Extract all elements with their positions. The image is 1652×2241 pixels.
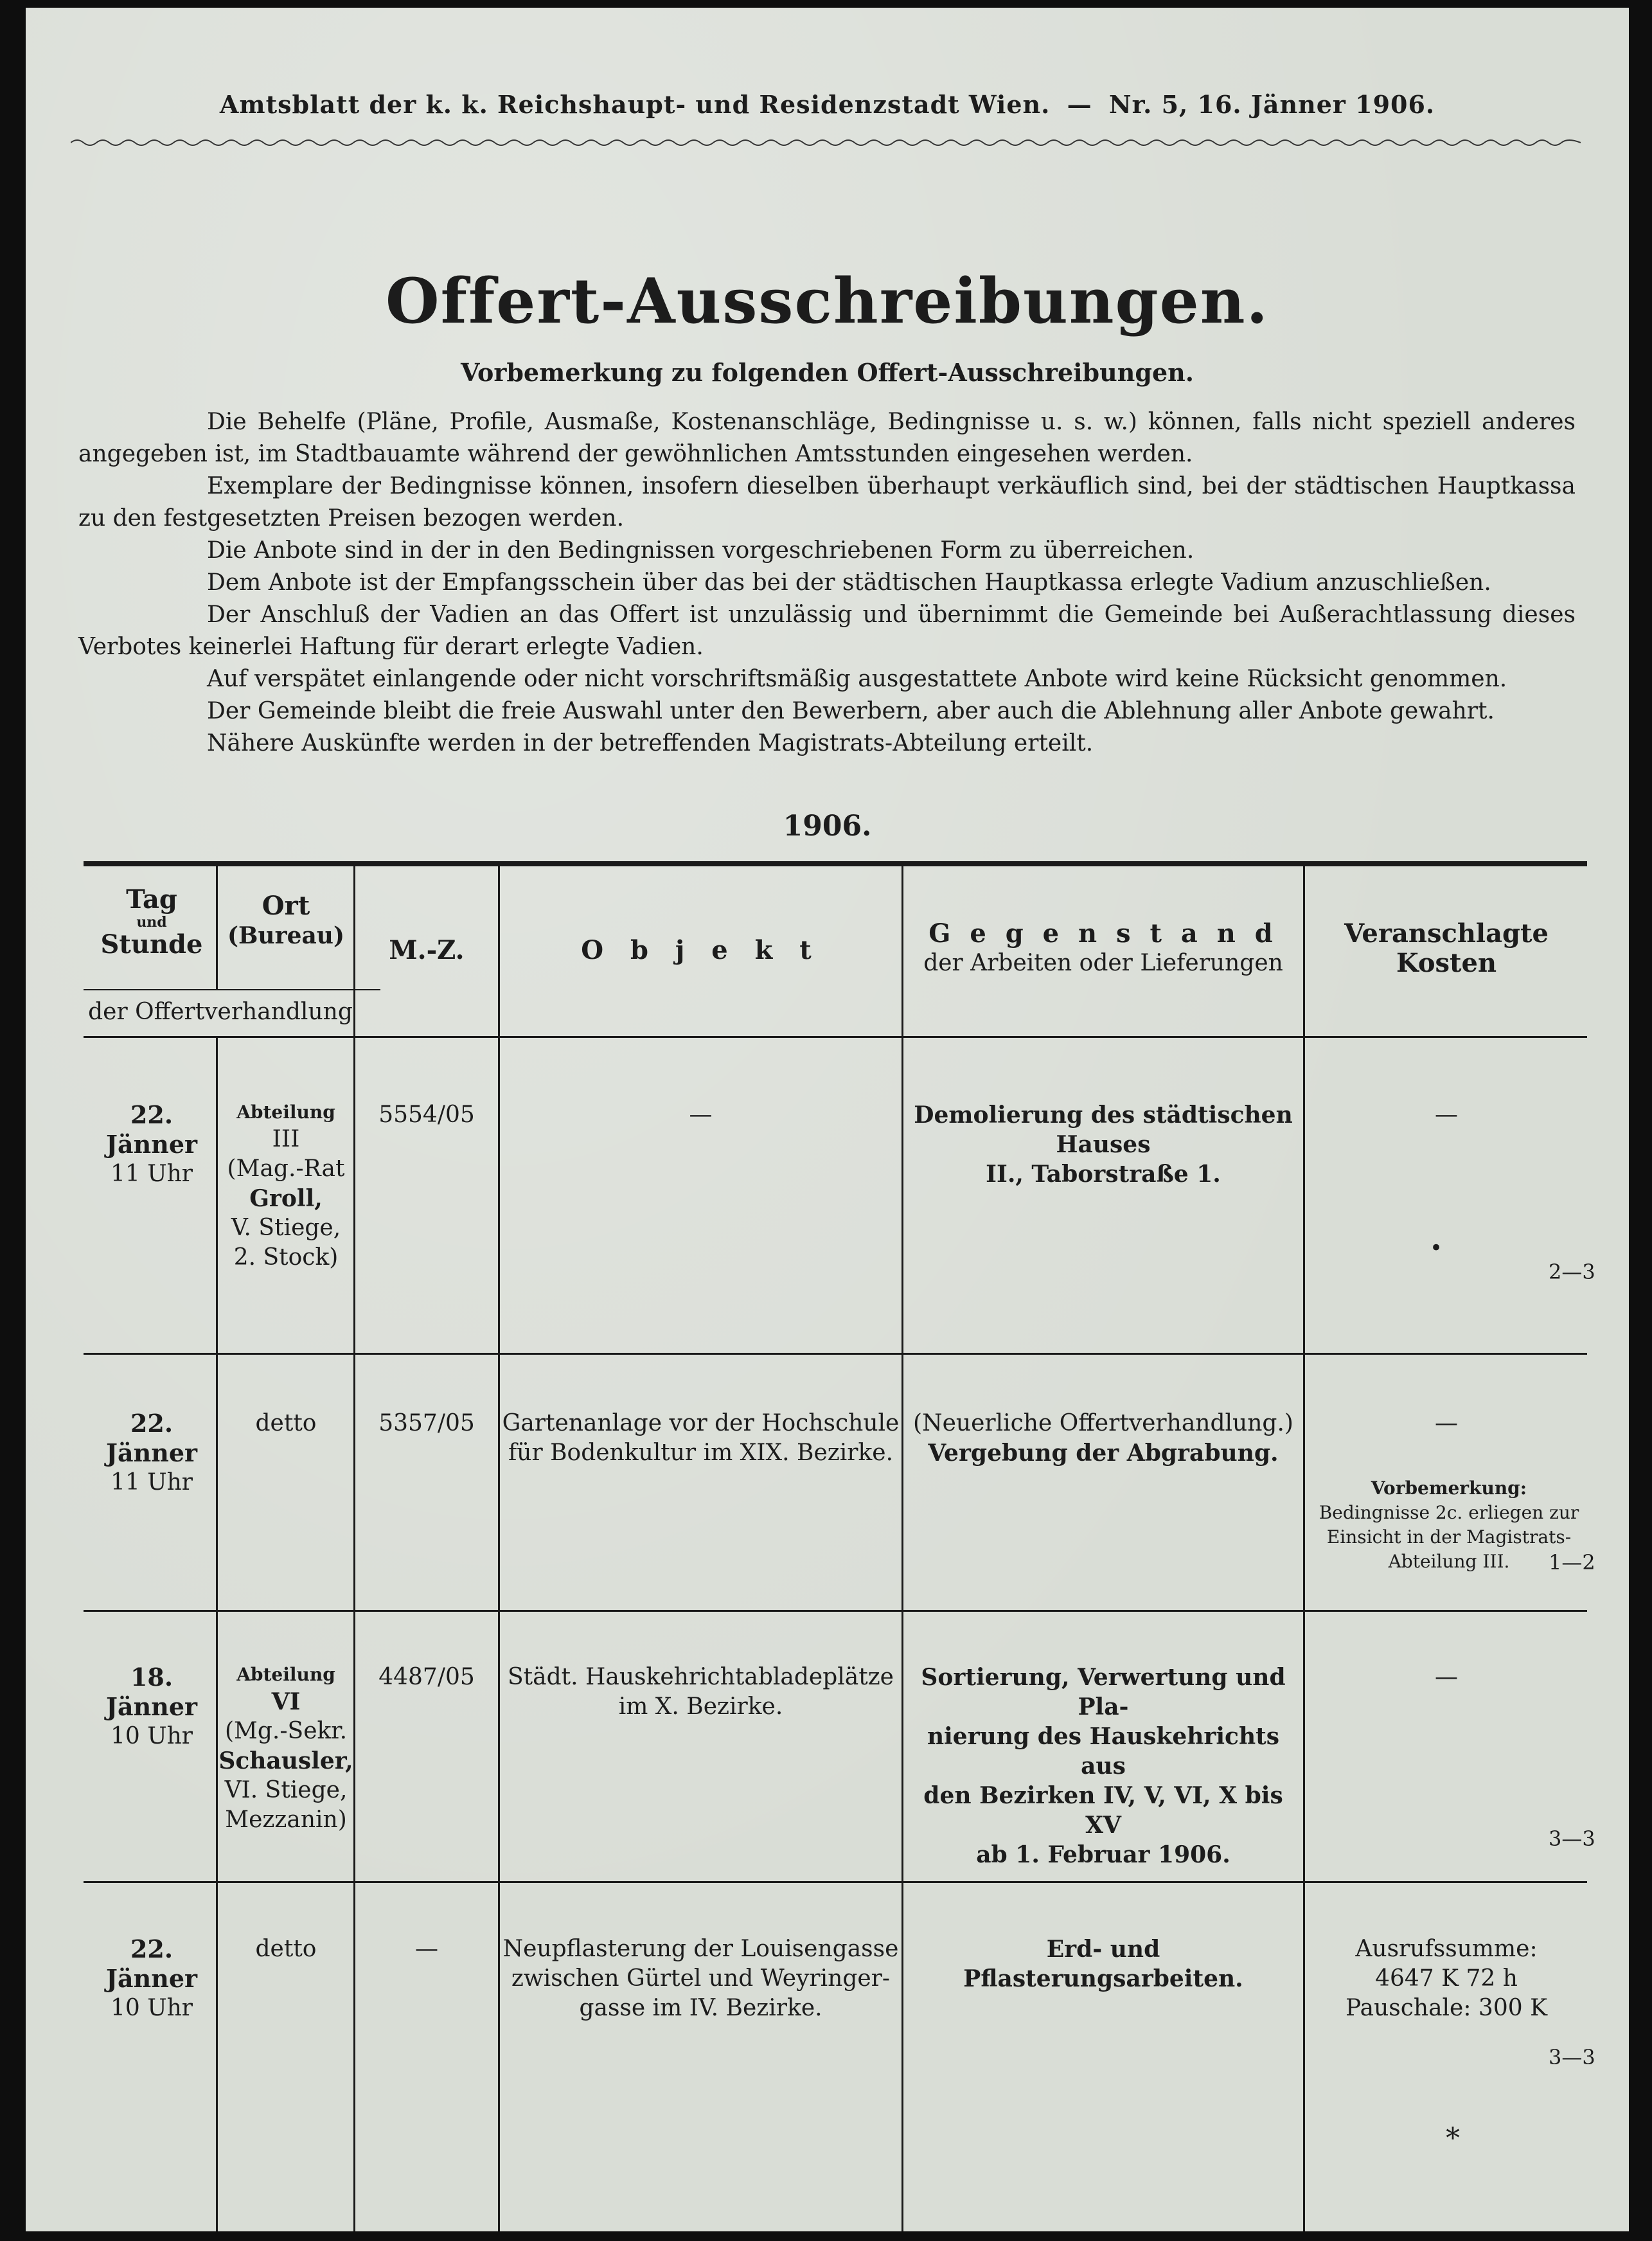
row1-gegenstand-line-1: II., Taborstraße 1. xyxy=(986,1161,1221,1188)
col-rule-1 xyxy=(216,866,218,990)
row2-note-line-2: Einsicht in der Magistrats- xyxy=(1326,1526,1572,1548)
row3-gegenstand xyxy=(903,1663,1303,1870)
row4-date-day: 22. Jänner xyxy=(105,1934,198,1993)
row3-ort-line-4: VI. Stiege, xyxy=(224,1777,348,1803)
row2-ort: detto xyxy=(255,1410,317,1436)
row3-gegenstand-line-1: nierung des Hauskehrichts aus xyxy=(927,1723,1280,1780)
row1-date-time: 11 Uhr xyxy=(111,1161,193,1187)
publication-name: Amtsblatt der k. k. Reichshaupt- und Residenzstadt Wien. xyxy=(219,90,1051,119)
row3-ort-line-3: Schausler, xyxy=(218,1747,353,1774)
row2-gegenstand-line-0: (Neuerliche Offertverhandlung.) xyxy=(913,1410,1293,1436)
row2-gegenstand-line-1: Vergebung der Abgrabung. xyxy=(928,1440,1279,1467)
year-heading: 1906. xyxy=(783,810,872,843)
row2-note-line-1: Bedingnisse 2c. erliegen zur xyxy=(1319,1502,1579,1523)
row1-ort-line-0: Abteilung xyxy=(236,1102,335,1123)
row3-kosten: — xyxy=(1435,1664,1458,1690)
row3-date xyxy=(87,1663,216,1751)
header-dash: — xyxy=(1067,90,1092,119)
row-rule-1 xyxy=(84,1353,1587,1355)
header-kosten-word-2: Kosten xyxy=(1396,948,1497,978)
row1-ort-line-2: (Mag.-Rat xyxy=(227,1156,345,1182)
paragraph-4: Dem Anbote ist der Empfangsschein über das bei der städtischen Hauptkassa erlegte Vadium anzuschließen. xyxy=(207,569,1491,596)
row4-kosten-line-0: Ausrufssumme: xyxy=(1355,1936,1538,1962)
row3-date-day: 18. Jänner xyxy=(105,1663,198,1721)
row1-ort-line-1: III xyxy=(272,1126,300,1152)
row2-objekt xyxy=(500,1409,901,1468)
paragraph-6: Auf verspätet einlangende oder nicht vorschriftsmäßig ausgestattete Anbote wird keine Rücksicht genommen. xyxy=(207,666,1507,692)
row3-date-time: 10 Uhr xyxy=(111,1723,193,1749)
row2-date-time: 11 Uhr xyxy=(111,1469,193,1495)
row-rule-3 xyxy=(84,1881,1587,1883)
row2-gegenstand xyxy=(903,1409,1303,1468)
row4-ort: detto xyxy=(255,1936,317,1962)
row3-objekt xyxy=(500,1663,901,1722)
row3-ort-line-5: Mezzanin) xyxy=(225,1807,347,1833)
header-tag-und: und xyxy=(136,914,167,931)
row1-ort-line-3: Groll, xyxy=(249,1185,323,1212)
header-objekt: O b j e k t xyxy=(581,935,821,965)
header-ort-bureau: (Bureau) xyxy=(227,922,345,949)
row4-date xyxy=(87,1934,216,2023)
row4-kosten-line-1: 4647 K 72 h xyxy=(1375,1965,1518,1992)
header-gegenstand-word: G e g e n s t a n d xyxy=(928,918,1278,949)
row-rule-2 xyxy=(84,1610,1587,1612)
paragraph-1: Die Behelfe (Pläne, Profile, Ausmaße, Kostenanschläge, Bedingnisse u. s. w.) können, falls nicht speziell anderes angegeben ist, im Stadtbauamte während der gewöhnlichen Amtsstunden eingesehen werden. xyxy=(78,409,1576,467)
header-gegenstand xyxy=(903,919,1303,978)
row2-kosten-note xyxy=(1311,1476,1587,1574)
row2-date-day: 22. Jänner xyxy=(105,1409,198,1467)
row1-dot: • xyxy=(1430,1235,1443,1261)
col-rule-3 xyxy=(498,866,500,2231)
row3-mz: 4487/05 xyxy=(378,1664,475,1690)
row3-ort-line-2: (Mg.-Sekr. xyxy=(224,1718,348,1744)
issue-info: Nr. 5, 16. Jänner 1906. xyxy=(1108,90,1435,119)
row2-note-line-3: Abteilung III. xyxy=(1388,1551,1510,1572)
row2-ref: 1—2 xyxy=(1549,1550,1595,1575)
header-kosten-word-1: Veranschlagte xyxy=(1344,918,1549,949)
row1-mz: 5554/05 xyxy=(378,1102,475,1128)
header-inner-rule xyxy=(84,989,380,990)
row1-gegenstand-line-0: Demolierung des städtischen Hauses xyxy=(914,1102,1293,1158)
row4-ref: 3—3 xyxy=(1549,2045,1595,2069)
col-rule-5 xyxy=(1303,866,1305,2231)
row3-gegenstand-line-3: ab 1. Februar 1906. xyxy=(976,1841,1230,1868)
row3-objekt-line-1: im X. Bezirke. xyxy=(618,1693,783,1720)
row4-objekt-line-1: zwischen Gürtel und Weyringer- xyxy=(511,1965,891,1992)
row4-objekt-line-2: gasse im IV. Bezirke. xyxy=(579,1995,822,2021)
row1-objekt: — xyxy=(689,1102,713,1128)
row1-gegenstand xyxy=(903,1100,1303,1189)
row3-ort xyxy=(218,1663,353,1835)
header-span: der Offertverhandlung xyxy=(88,999,353,1025)
header-gegenstand-sub: der Arbeiten oder Lieferungen xyxy=(923,950,1283,976)
row1-ort-line-5: 2. Stock) xyxy=(233,1244,339,1271)
col-rule-4 xyxy=(901,866,903,2231)
row4-objekt-line-0: Neupflasterung der Louisengasse xyxy=(502,1936,899,1962)
row1-ort xyxy=(218,1100,353,1272)
header-kosten xyxy=(1305,919,1588,978)
row4-kosten-line-2: Pauschale: 300 K xyxy=(1346,1995,1547,2021)
preliminary-note-heading: Vorbemerkung zu folgenden Offert-Ausschreibungen. xyxy=(461,358,1194,387)
row4-mz: — xyxy=(415,1936,438,1962)
header-tag-stunde: Stunde xyxy=(100,929,203,960)
row4-gegenstand: Erd- und Pflasterungsarbeiten. xyxy=(963,1936,1243,1992)
header-ort-word: Ort xyxy=(262,891,310,921)
row3-gegenstand-line-2: den Bezirken IV, V, VI, X bis XV xyxy=(923,1782,1283,1839)
row2-note-line-0: Vorbemerkung: xyxy=(1371,1478,1527,1499)
paragraph-2: Exemplare der Bedingnisse können, insofern dieselben überhaupt verkäuflich sind, bei der städtischen Hauptkassa zu den festgesetzten Preisen bezogen werden. xyxy=(78,473,1576,531)
row1-kosten: — xyxy=(1435,1102,1458,1128)
row2-kosten: — xyxy=(1435,1410,1458,1436)
row3-ort-line-0: Abteilung xyxy=(236,1664,335,1685)
row3-ort-line-1: VI xyxy=(271,1688,301,1715)
row1-date-day: 22. Jänner xyxy=(105,1100,198,1159)
row1-date xyxy=(87,1100,216,1189)
page-title: Offert-Ausschreibungen. xyxy=(386,265,1269,337)
paragraph-7: Der Gemeinde bleibt die freie Auswahl unter den Bewerbern, aber auch die Ablehnung aller Anbote gewahrt. xyxy=(207,698,1495,724)
row1-ref: 2—3 xyxy=(1549,1260,1595,1284)
header-tag xyxy=(87,885,216,960)
header-bottom-rule xyxy=(84,1036,1587,1038)
row2-date xyxy=(87,1409,216,1497)
row2-objekt-line-0: Gartenanlage vor der Hochschule xyxy=(502,1410,900,1436)
paragraph-3: Die Anbote sind in der in den Bedingnissen vorgeschriebenen Form zu überreichen. xyxy=(207,537,1195,564)
col-rule-1b xyxy=(216,1036,218,2231)
paragraph-5: Der Anschluß der Vadien an das Offert ist unzulässig und übernimmt die Gemeinde bei Außerachtlassung dieses Verbotes keinerlei Haftung für derart erlegte Vadien. xyxy=(78,602,1576,660)
row3-objekt-line-0: Städt. Hauskehrichtabladeplätze xyxy=(508,1664,894,1690)
offer-table xyxy=(26,8,1629,2231)
row2-mz: 5357/05 xyxy=(378,1410,475,1436)
paragraph-8: Nähere Auskünfte werden in der betreffenden Magistrats-Abteilung erteilt. xyxy=(207,730,1094,756)
col-rule-2 xyxy=(353,866,355,2231)
header-ort xyxy=(218,891,353,951)
row4-kosten xyxy=(1305,1934,1588,2023)
row1-ort-line-4: V. Stiege, xyxy=(231,1215,341,1241)
row4-date-time: 10 Uhr xyxy=(111,1995,193,2021)
row3-ref: 3—3 xyxy=(1549,1826,1595,1851)
header-tag-word: Tag xyxy=(126,884,177,915)
row2-objekt-line-1: für Bodenkultur im XIX. Bezirke. xyxy=(508,1440,894,1466)
row3-gegenstand-line-0: Sortierung, Verwertung und Pla- xyxy=(921,1664,1286,1720)
row4-objekt xyxy=(500,1934,901,2023)
footer-mark: * xyxy=(1446,2122,1460,2155)
document-page xyxy=(26,8,1629,2231)
table-top-rule xyxy=(84,861,1587,866)
header-mz: M.-Z. xyxy=(389,935,465,965)
